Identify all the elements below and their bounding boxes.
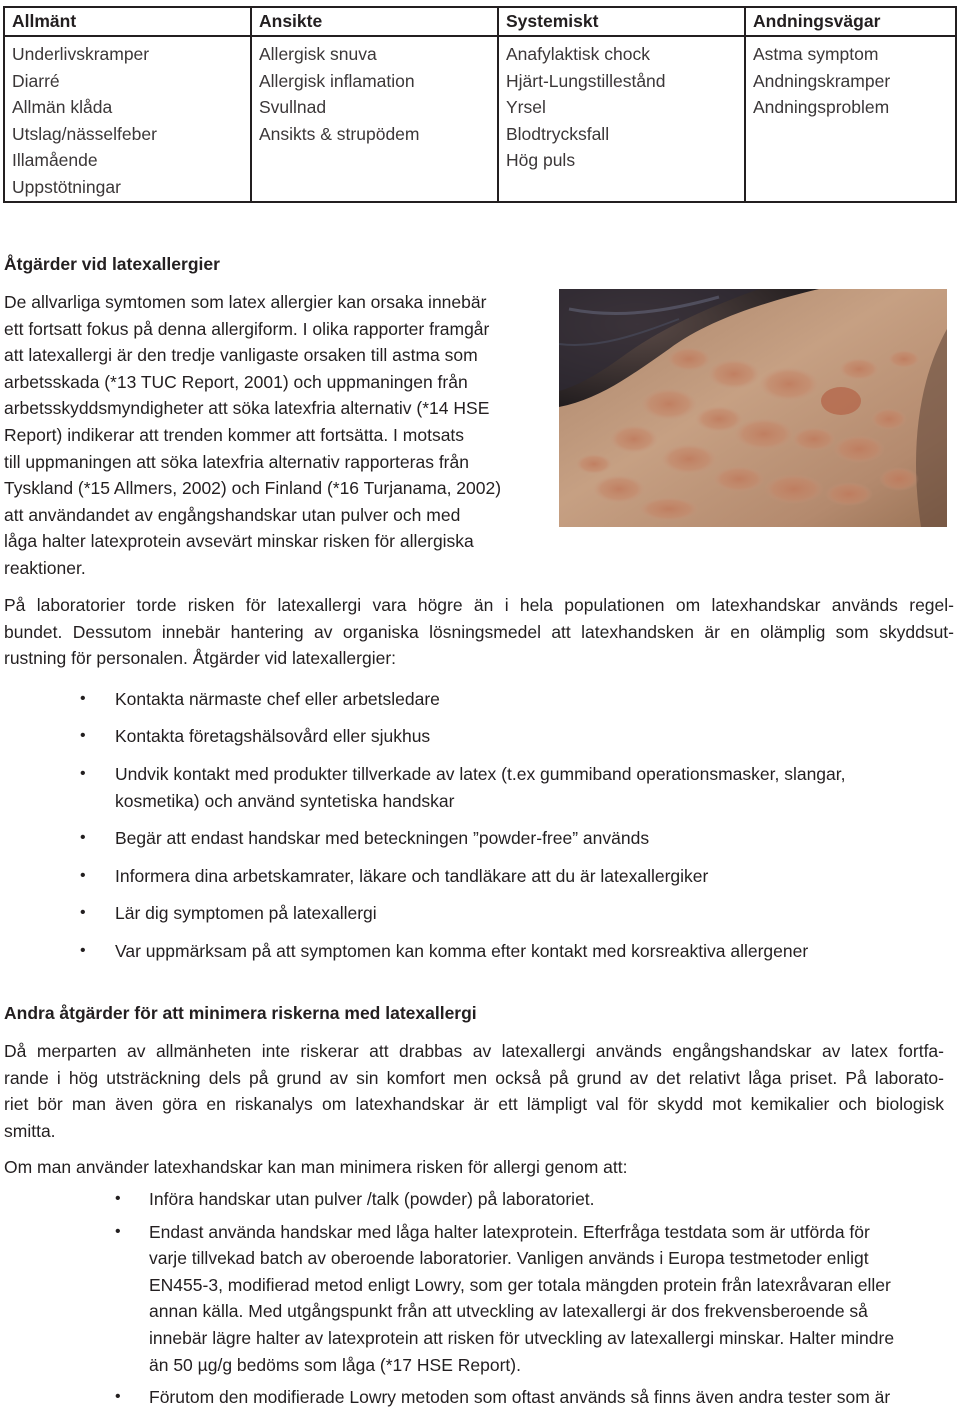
text-line: ett fortsatt fokus på denna allergiform. I olika rapporter framgår [4, 318, 490, 339]
symptom-item: Andningsproblem [753, 97, 890, 118]
bullet-icon: • [80, 764, 86, 782]
bullet-icon: • [115, 1388, 121, 1406]
list-item-text: kosmetika) och använd syntetiska handskar [115, 790, 455, 811]
list-item-text: EN455-3, modifierad metod enligt Lowry, som ger totala mängden protein från latexråvaran eller [149, 1274, 891, 1295]
list-item [0, 825, 960, 852]
list-item-text: Informera dina arbetskamrater, läkare och tandläkare att du är latexallergiker [115, 865, 709, 886]
list-item [0, 900, 960, 927]
symptom-column-systemiskt [498, 36, 745, 202]
measures-list [0, 686, 960, 975]
column-header-ansikte: Ansikte [251, 7, 498, 36]
text-line: arbetsskada (*13 TUC Report, 2001) och uppmaningen från [4, 371, 468, 392]
symptom-column-ansikte [251, 36, 498, 202]
text-line: arbetsskyddsmyndigheter att söka latexfria alternativ (*14 HSE [4, 398, 490, 419]
list-item [0, 1384, 960, 1411]
list-item-text: Var uppmärksam på att symptomen kan komma efter kontakt med korsreaktiva allergener [115, 940, 809, 961]
bullet-icon: • [80, 829, 86, 847]
text-line: till uppmaningen att söka latexfria alternativ rapporteras från [4, 451, 469, 472]
text-line: Tyskland (*15 Allmers, 2002) och Finland (*16 Turjanama, 2002) [4, 478, 502, 499]
skin-rash-photo [559, 289, 947, 527]
text-line: Om man använder latexhandskar kan man minimera risken för allergi genom att: [4, 1157, 628, 1177]
text-line: att användandet av engångshandskar utan pulver och med [4, 504, 461, 525]
text-line: smitta. [4, 1120, 56, 1141]
list-item-text: Förutom den modifierade Lowry metoden som oftast används så finns även andra tester som är [149, 1387, 891, 1408]
skin-rash-image [559, 289, 947, 527]
list-item-text: än 50 µg/g bedöms som låga (*17 HSE Report). [149, 1354, 521, 1375]
bullet-icon: • [80, 690, 86, 707]
bullet-icon: • [80, 941, 86, 959]
text-line: De allvarliga symtomen som latex allergier kan orsaka innebär [4, 292, 487, 312]
list-item [0, 1186, 960, 1213]
text-line: reaktioner. [4, 557, 86, 578]
list-item-text: Kontakta närmaste chef eller arbetsledare [115, 689, 440, 709]
list-item-text: Lär dig symptomen på latexallergi [115, 903, 377, 924]
text-line: bundet. Dessutom innebär hantering av organiska lösningsmedel att latexhandsken är en olämplig som skyddsut- [4, 621, 954, 642]
table-body-row [4, 36, 956, 202]
section-heading-latex-measures: Åtgärder vid latexallergier [4, 254, 220, 274]
symptom-item: Anafylaktisk chock [506, 44, 650, 64]
bullet-icon: • [115, 1190, 121, 1207]
text-line: Då merparten av allmänheten inte riskerar att drabbas av latexallergi används engångshandskar av latex fortfa- [4, 1041, 944, 1061]
symptom-item: Illamående [12, 150, 98, 171]
symptom-item: Astma symptom [753, 44, 879, 64]
column-header-systemiskt: Systemiskt [498, 7, 745, 36]
symptom-item: Andningskramper [753, 70, 891, 91]
list-item [0, 863, 960, 890]
bullet-icon: • [80, 904, 86, 922]
symptom-item: Hjärt-Lungstillestånd [506, 70, 666, 91]
other-measures-paragraph [4, 1038, 944, 1144]
list-item-text: innebär lägre halter av latexprotein att risken för utveckling av latexallergi minskar. Halter mindre [149, 1327, 895, 1348]
list-item-text: Begär att endast handskar med beteckningen ”powder-free” används [115, 828, 650, 849]
list-item-text: Endast använda handskar med låga halter latexprotein. Efterfråga testdata som är utförda för [149, 1221, 870, 1242]
text-line: rande i hög utsträckning dels på grund av sin komfort men också på grund av det relativt låga priset. På laborato- [4, 1067, 944, 1088]
list-item-text: varje tillvekad batch av oberoende laboratorier. Vanligen används i Europa testmetoder enligt [149, 1248, 869, 1269]
list-item [0, 1219, 960, 1379]
symptom-item: Allmän klåda [12, 97, 113, 118]
symptom-item: Diarré [12, 70, 60, 91]
text-line: riet bör man även göra en riskanalys om latexhandskar är ett lämpligt val för skydd mot kemikalier och biologisk [4, 1094, 944, 1115]
text-line: att latexallergi är den tredje vanligaste orsaken till astma som [4, 345, 478, 366]
symptom-item: Allergisk inflamation [259, 70, 415, 91]
list-item-text: annan källa. Med utgångspunkt från att utveckling av latexallergi är dos frekvensberoende så [149, 1301, 868, 1322]
text-line: rustning för personalen. Åtgärder vid latexallergier: [4, 648, 397, 669]
section-heading-other-measures: Andra åtgärder för att minimera riskerna med latexallergi [4, 1003, 477, 1023]
symptom-table [3, 6, 957, 203]
list-item [0, 938, 960, 965]
symptom-item: Blodtrycksfall [506, 123, 610, 144]
column-header-allmant: Allmänt [4, 7, 251, 36]
symptom-item: Utslag/nässelfeber [12, 123, 157, 144]
list-item [0, 761, 960, 814]
symptom-item: Underlivskramper [12, 44, 150, 64]
minimize-risk-list [0, 1186, 960, 1417]
intro-paragraph [4, 289, 544, 582]
text-line: På laboratorier torde risken för latexallergi vara högre än i hela populationen om latexhandskar används regel- [4, 595, 954, 615]
bullet-icon: • [80, 866, 86, 884]
symptom-item: Yrsel [506, 97, 546, 118]
text-line: Report) indikerar att trenden kommer att fortsätta. I motsats [4, 424, 465, 445]
symptom-item: Svullnad [259, 97, 327, 118]
symptom-item: Allergisk snuva [259, 44, 377, 64]
laboratory-paragraph [4, 592, 954, 672]
lead-paragraph [4, 1154, 944, 1181]
symptom-item: Uppstötningar [12, 176, 121, 197]
list-item-text: Införa handskar utan pulver /talk (powder) på laboratoriet. [149, 1189, 595, 1209]
table-header-row [4, 7, 956, 36]
symptom-column-allmant [4, 36, 251, 202]
list-item [0, 723, 960, 750]
list-item [0, 686, 960, 713]
symptom-column-andningsvagar [745, 36, 956, 202]
symptom-item: Hög puls [506, 150, 576, 171]
column-header-andningsvagar: Andningsvägar [745, 7, 956, 36]
text-line: låga halter latexprotein avsevärt minskar risken för allergiska [4, 531, 474, 552]
bullet-icon: • [80, 727, 86, 745]
list-item-text: Kontakta företagshälsovård eller sjukhus [115, 726, 431, 747]
bullet-icon: • [115, 1222, 121, 1240]
list-item-text: Undvik kontakt med produkter tillverkade av latex (t.ex gummiband operationsmasker, slangar, [115, 763, 846, 784]
symptom-item: Ansikts & strupödem [259, 123, 420, 144]
